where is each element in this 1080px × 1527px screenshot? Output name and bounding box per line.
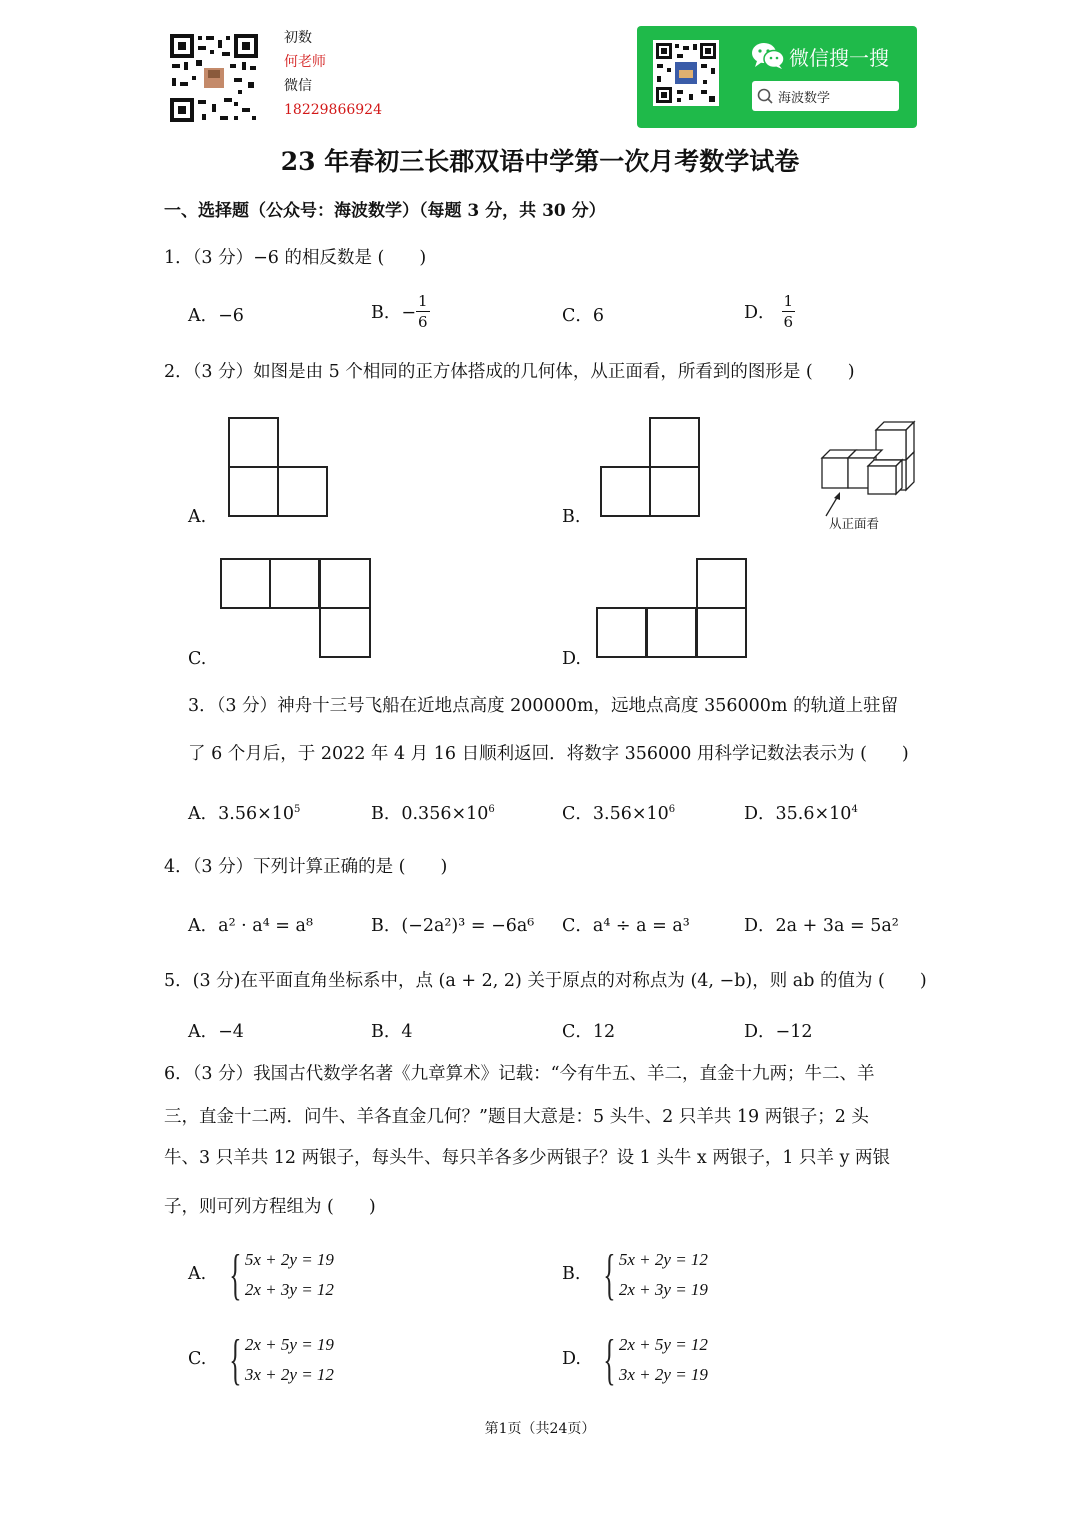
question-5-option-a: A．−4 <box>188 1022 244 1042</box>
question-6-stem-line-2: 三，直金十二两．问牛、羊各直金几何？”题目大意是：5 头牛、2 只羊共 19 两银子；2 头 <box>164 1107 869 1127</box>
question-6-system-c: { 2x + 5y = 19 3x + 2y = 12 <box>229 1329 334 1391</box>
question-5-option-d: D．−12 <box>744 1022 813 1042</box>
question-4-option-b: B．(−2a²)³ = −6a⁶ <box>371 916 535 936</box>
question-5-stem: 5．(3 分)在平面直角坐标系中，点 (a + 2, 2) 关于原点的对称点为 (4, −b)，则 ab 的值为 ( ) <box>164 971 927 991</box>
wechat-logo-icon <box>751 42 785 70</box>
question-2-solid-figure <box>818 418 918 500</box>
question-6-system-b: { 5x + 2y = 12 2x + 3y = 19 <box>603 1244 708 1306</box>
question-1-option-a: A．−6 <box>188 306 244 326</box>
fraction-d: $\frac{1}{6}$ <box>783 292 794 331</box>
contact-qr-code <box>168 32 260 124</box>
question-1-option-d: D． $\frac{1}{6}$ <box>744 292 794 331</box>
fraction-b: $\frac{1}{6}$ <box>418 292 428 331</box>
question-2-label-d: D. <box>562 649 581 669</box>
contact-subject: 初数 <box>284 30 312 46</box>
question-3-option-d: D．$35.6\times 10^4$ <box>744 804 858 824</box>
question-2-label-b: B. <box>562 507 581 527</box>
question-4-option-d: D．2a + 3a = 5a² <box>744 916 899 936</box>
question-3-option-b: B．$0.356\times 10^6$ <box>371 804 495 824</box>
question-6-system-a: { 5x + 2y = 19 2x + 3y = 12 <box>229 1244 334 1306</box>
question-2-label-a: A. <box>188 507 207 527</box>
question-3-option-c: C．$3.56\times 10^6$ <box>562 804 676 824</box>
page-number-footer: 第1页（共24页） <box>484 1421 596 1437</box>
contact-name: 何老师 <box>284 54 326 70</box>
question-2-label-c: C. <box>188 649 207 669</box>
question-6-label-b: B. <box>562 1264 581 1284</box>
question-6-stem-line-3: 牛、3 只羊共 12 两银子，每头牛、每只羊各多少两银子？设 1 头牛 x 两银子，1 只羊 y 两银 <box>164 1148 891 1168</box>
question-6-stem-line-4: 子，则可列方程组为 ( ) <box>164 1197 376 1217</box>
wechat-qr-code <box>653 40 719 106</box>
question-5-option-c: C．12 <box>562 1022 616 1042</box>
question-4-stem: 4．（3 分）下列计算正确的是 ( ) <box>164 857 448 877</box>
question-6-label-a: A. <box>188 1264 207 1284</box>
question-4-option-a: A．a² · a⁴ = a⁸ <box>188 916 313 936</box>
question-3-stem-line-2: 了 6 个月后，于 2022 年 4 月 16 日顺利返回．将数字 356000 用科学记数法表示为 ( ) <box>188 744 909 764</box>
wechat-search-box <box>752 81 899 111</box>
question-6-system-d: { 2x + 5y = 12 3x + 2y = 19 <box>603 1329 708 1391</box>
question-3-option-a: A．$3.56\times 10^5$ <box>188 804 301 824</box>
question-6-label-d: D. <box>562 1349 581 1369</box>
question-1-option-b: B．− $\frac{1}{6}$ <box>371 292 428 331</box>
question-6-stem-line-1: 6．（3 分）我国古代数学名著《九章算术》记载：“今有牛五、羊二，直金十九两；牛二、羊 <box>164 1064 875 1084</box>
search-icon <box>752 86 778 106</box>
wechat-search-card <box>637 26 917 128</box>
exam-title: 23 年春初三长郡双语中学第一次月考数学试卷 <box>280 147 800 176</box>
contact-wechat-label: 微信 <box>284 78 312 94</box>
question-3-stem-line-1: 3．（3 分）神舟十三号飞船在近地点高度 200000m，远地点高度 356000m 的轨道上驻留 <box>188 696 899 716</box>
wechat-search-query: 海波数学 <box>778 90 831 106</box>
question-2-figure-caption: 从正面看 <box>829 516 880 531</box>
question-5-option-b: B．4 <box>371 1022 413 1042</box>
question-2-stem: 2．（3 分）如图是由 5 个相同的正方体搭成的几何体，从正面看，所看到的图形是 ( ) <box>164 362 855 382</box>
question-1-option-c: C．6 <box>562 306 605 326</box>
question-6-label-c: C. <box>188 1349 207 1369</box>
question-1-stem: 1．（3 分）−6 的相反数是 ( ) <box>164 248 427 268</box>
contact-phone: 18229866924 <box>284 102 382 118</box>
section-heading: 一、选择题（公众号：海波数学）（每题 3 分，共 30 分） <box>164 201 606 221</box>
wechat-search-title: 微信搜一搜 <box>789 46 889 70</box>
question-4-option-c: C．a⁴ ÷ a = a³ <box>562 916 690 936</box>
